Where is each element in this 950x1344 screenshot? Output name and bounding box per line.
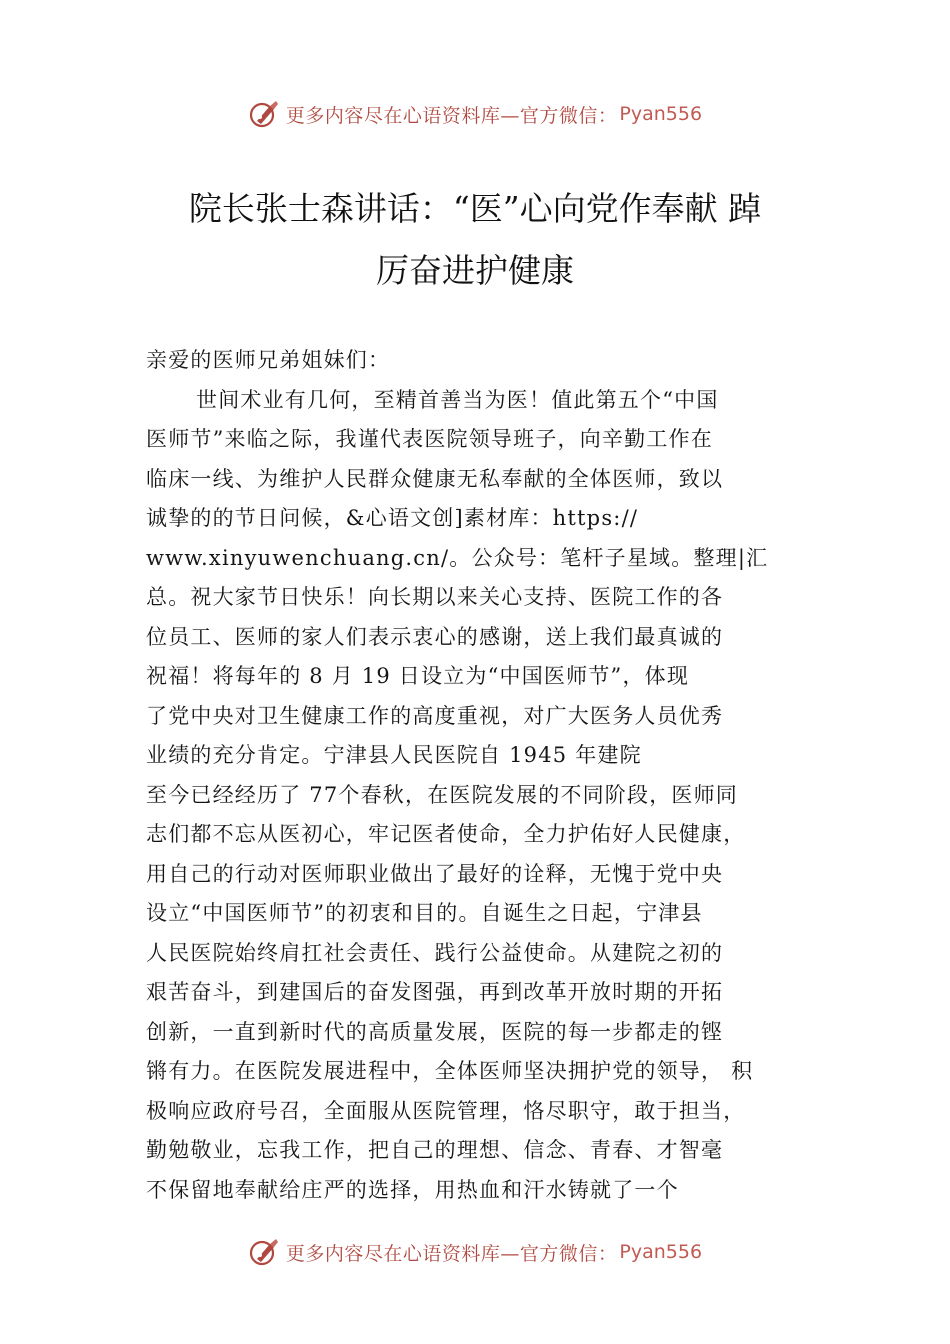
- paragraph-line: 至今已经经历了 77个春秋，在医院发展的不同阶段，医师同: [146, 782, 738, 807]
- paragraph-line: 极响应政府号召，全面服从医院管理，恪尽职守，敢于担当，: [146, 1098, 746, 1123]
- paragraph-line: 勤勉敬业，忘我工作，把自己的理想、信念、青春、才智毫: [146, 1138, 724, 1162]
- document-body: [146, 341, 818, 1210]
- paragraph-line: 锵有力。在医院发展进程中，全体医师坚决拥护党的领导， 积: [146, 1059, 754, 1083]
- header-watermark: [0, 96, 950, 132]
- paragraph-line: 总。祝大家节日快乐！向长期以来关心支持、医院工作的各: [146, 585, 724, 609]
- pen-logo-icon: [248, 98, 280, 130]
- paragraph-line: 位员工、医师的家人们表示衷心的感谢，送上我们最真诚的: [146, 624, 724, 649]
- document-title-line-2: 厉奋进护健康: [376, 251, 574, 290]
- paragraph-line: 诚挚的的节日问候，&心语文创]素材库：https://: [146, 506, 639, 530]
- watermark-text: 更多内容尽在心语资料库—官方微信：: [285, 104, 618, 127]
- paragraph-line: 不保留地奉献给庄严的选择，用热血和汗水铸就了一个: [146, 1177, 679, 1202]
- paragraph-line: 了党中央对卫生健康工作的高度重视，对广大医务人员优秀: [146, 703, 724, 728]
- pen-logo-icon: [248, 1236, 280, 1268]
- paragraph-line: 祝福！将每年的 8 月 19 日设立为“中国医师节”，体现: [146, 664, 690, 688]
- paragraph-line: www.xinyuwenchuang.cn/。公众号：笔杆子星域。整理|汇: [146, 545, 769, 570]
- paragraph-line: 临床一线、为维护人民群众健康无私奉献的全体医师，致以: [146, 466, 724, 491]
- paragraph-line: 艰苦奋斗，到建国后的奋发图强，再到改革开放时期的开拓: [146, 980, 724, 1004]
- watermark-text: 更多内容尽在心语资料库—官方微信：: [285, 1242, 618, 1265]
- watermark-wechat-id: Pyan556: [619, 1241, 703, 1263]
- paragraph-line: 世间术业有几何，至精首善当为医！值此第五个“中国: [196, 387, 719, 412]
- watermark-wechat-id: Pyan556: [619, 103, 703, 125]
- salutation: 亲爱的医师兄弟姐妹们：: [146, 348, 391, 372]
- paragraph-line: 业绩的充分肯定。宁津县人民医院自 1945 年建院: [146, 743, 642, 767]
- paragraph-line: 创新，一直到新时代的高质量发展，医院的每一步都走的铿: [146, 1019, 724, 1044]
- paragraph-line: 用自己的行动对医师职业做出了最好的诠释，无愧于党中央: [146, 861, 724, 886]
- paragraph-line: 设立“中国医师节”的初衷和目的。自诞生之日起，宁津县: [146, 901, 703, 925]
- paragraph-line: 医师节”来临之际，我谨代表医院领导班子，向辛勤工作在: [146, 427, 713, 451]
- paragraph-line: 人民医院始终肩扛社会责任、践行公益使命。从建院之初的: [146, 940, 724, 965]
- paragraph-line: 志们都不忘从医初心，牢记医者使命，全力护佑好人民健康，: [146, 822, 746, 846]
- footer-watermark: [0, 1234, 950, 1270]
- document-title-line-1: 院长张士森讲话：“医”心向党作奉献 踔: [188, 189, 762, 228]
